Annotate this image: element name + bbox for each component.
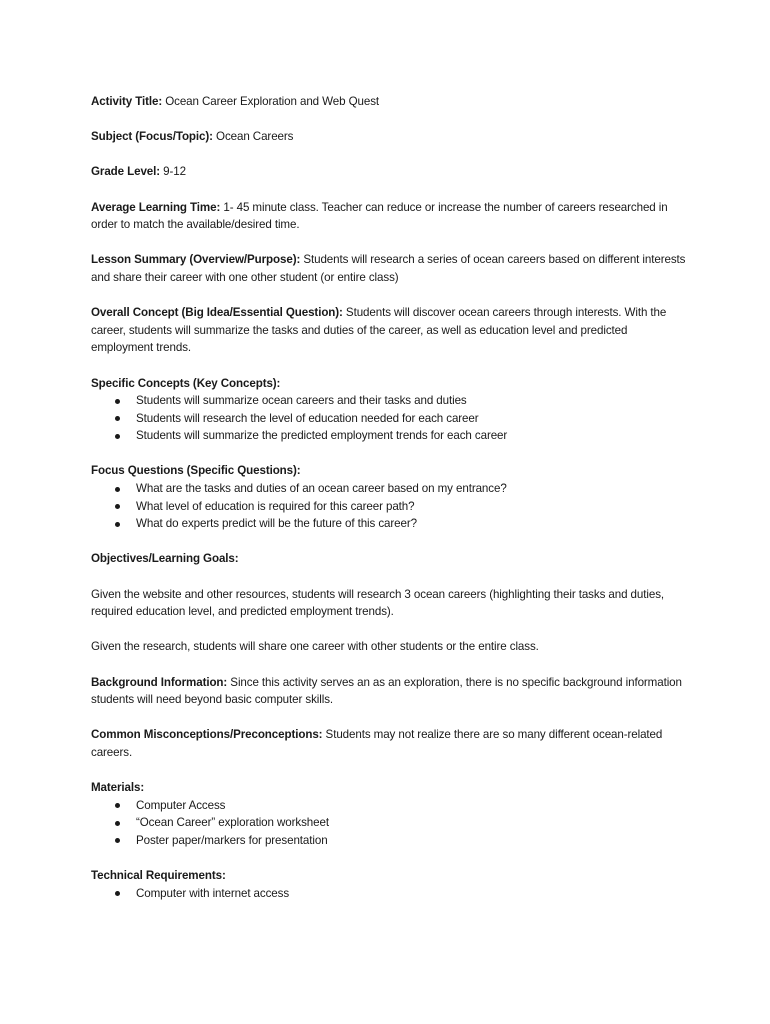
activity-title-field [91, 93, 691, 111]
bullet-icon [115, 399, 120, 404]
misconceptions-value: Students may not realize there are so many different ocean-related careers. [91, 728, 663, 759]
overall-concept-label: Overall Concept (Big Idea/Essential Question): [91, 306, 343, 320]
list-item-text: What are the tasks and duties of an ocean career based on my entrance? [136, 482, 507, 496]
list-item [91, 480, 691, 498]
technical-requirements-heading: Technical Requirements: [91, 869, 226, 883]
misconceptions-label: Common Misconceptions/Preconceptions: [91, 728, 323, 742]
list-item [91, 427, 691, 445]
list-item-text: Students will research the level of education needed for each career [136, 411, 479, 425]
lesson-summary-label: Lesson Summary (Overview/Purpose): [91, 253, 301, 267]
subject-value: Ocean Careers [212, 130, 294, 144]
specific-concepts-section [91, 375, 691, 445]
average-learning-time-label: Average Learning Time: [91, 200, 221, 214]
overall-concept-value: Students will discover ocean careers through interests. With the career, students will summarize the tasks and duties of the career, as well as education level and predicted employment trends. [91, 306, 667, 355]
bullet-icon [115, 803, 120, 808]
list-item [91, 410, 691, 428]
list-item [91, 797, 691, 815]
bullet-icon [115, 434, 120, 439]
materials-list [91, 797, 691, 850]
bullet-icon [115, 838, 120, 843]
specific-concepts-heading: Specific Concepts (Key Concepts): [91, 376, 281, 390]
list-item [91, 814, 691, 832]
list-item [91, 515, 691, 533]
bullet-icon [115, 487, 120, 492]
average-learning-time-field [91, 199, 691, 234]
overall-concept-field [91, 304, 691, 357]
activity-title-value: Ocean Career Exploration and Web Quest [162, 95, 380, 108]
list-item-text: Poster paper/markers for presentation [136, 833, 328, 847]
subject-field [91, 128, 691, 146]
list-item-text: Computer with internet access [136, 886, 290, 900]
list-item-text: Students will summarize ocean careers and their tasks and duties [136, 394, 467, 408]
objectives-paragraph: Given the website and other resources, students will research 3 ocean careers (highlighting their tasks and duties, required education level, and predicted employment trends). [91, 587, 665, 619]
focus-questions-list [91, 480, 691, 533]
technical-requirements-section [91, 867, 691, 902]
bullet-icon [115, 416, 120, 421]
bullet-icon [115, 891, 120, 896]
misconceptions-field [91, 726, 691, 761]
lesson-summary-value: Students will research a series of ocean careers based on different interests and share their career with one other student (or entire class) [91, 253, 686, 284]
list-item [91, 392, 691, 410]
activity-title-label: Activity Title: [91, 95, 163, 108]
grade-level-field [91, 163, 691, 181]
average-learning-time-value: 1- 45 minute class. Teacher can reduce or increase the number of careers researched in order to match the available/desired time. [91, 200, 668, 232]
list-item-text: Students will summarize the predicted employment trends for each career [136, 429, 508, 443]
grade-level-value: 9-12 [160, 165, 186, 179]
list-item-text: What do experts predict will be the future of this career? [136, 517, 417, 531]
lesson-summary-field [91, 251, 691, 286]
focus-questions-heading: Focus Questions (Specific Questions): [91, 464, 301, 478]
list-item [91, 832, 691, 850]
list-item-text: What level of education is required for this career path? [136, 499, 415, 513]
bullet-icon [115, 821, 120, 826]
materials-heading: Materials: [91, 781, 145, 795]
specific-concepts-list [91, 392, 691, 445]
grade-level-label: Grade Level: [91, 165, 161, 179]
list-item [91, 885, 691, 903]
bullet-icon [115, 504, 120, 509]
lesson-plan-document [91, 93, 691, 920]
bullet-icon [115, 522, 120, 527]
objectives-heading: Objectives/Learning Goals: [91, 552, 239, 566]
subject-label: Subject (Focus/Topic): [91, 130, 213, 144]
background-information-label: Background Information: [91, 675, 228, 689]
list-item-text: “Ocean Career” exploration worksheet [136, 816, 329, 830]
technical-requirements-list [91, 885, 691, 903]
list-item [91, 498, 691, 516]
focus-questions-section [91, 462, 691, 532]
background-information-field [91, 674, 691, 709]
materials-section [91, 779, 691, 849]
background-information-value: Since this activity serves an as an exploration, there is no specific background information students will need beyond basic computer skills. [91, 675, 682, 707]
objectives-paragraph: Given the research, students will share one career with other students or the entire class. [91, 640, 539, 654]
list-item-text: Computer Access [136, 798, 226, 812]
